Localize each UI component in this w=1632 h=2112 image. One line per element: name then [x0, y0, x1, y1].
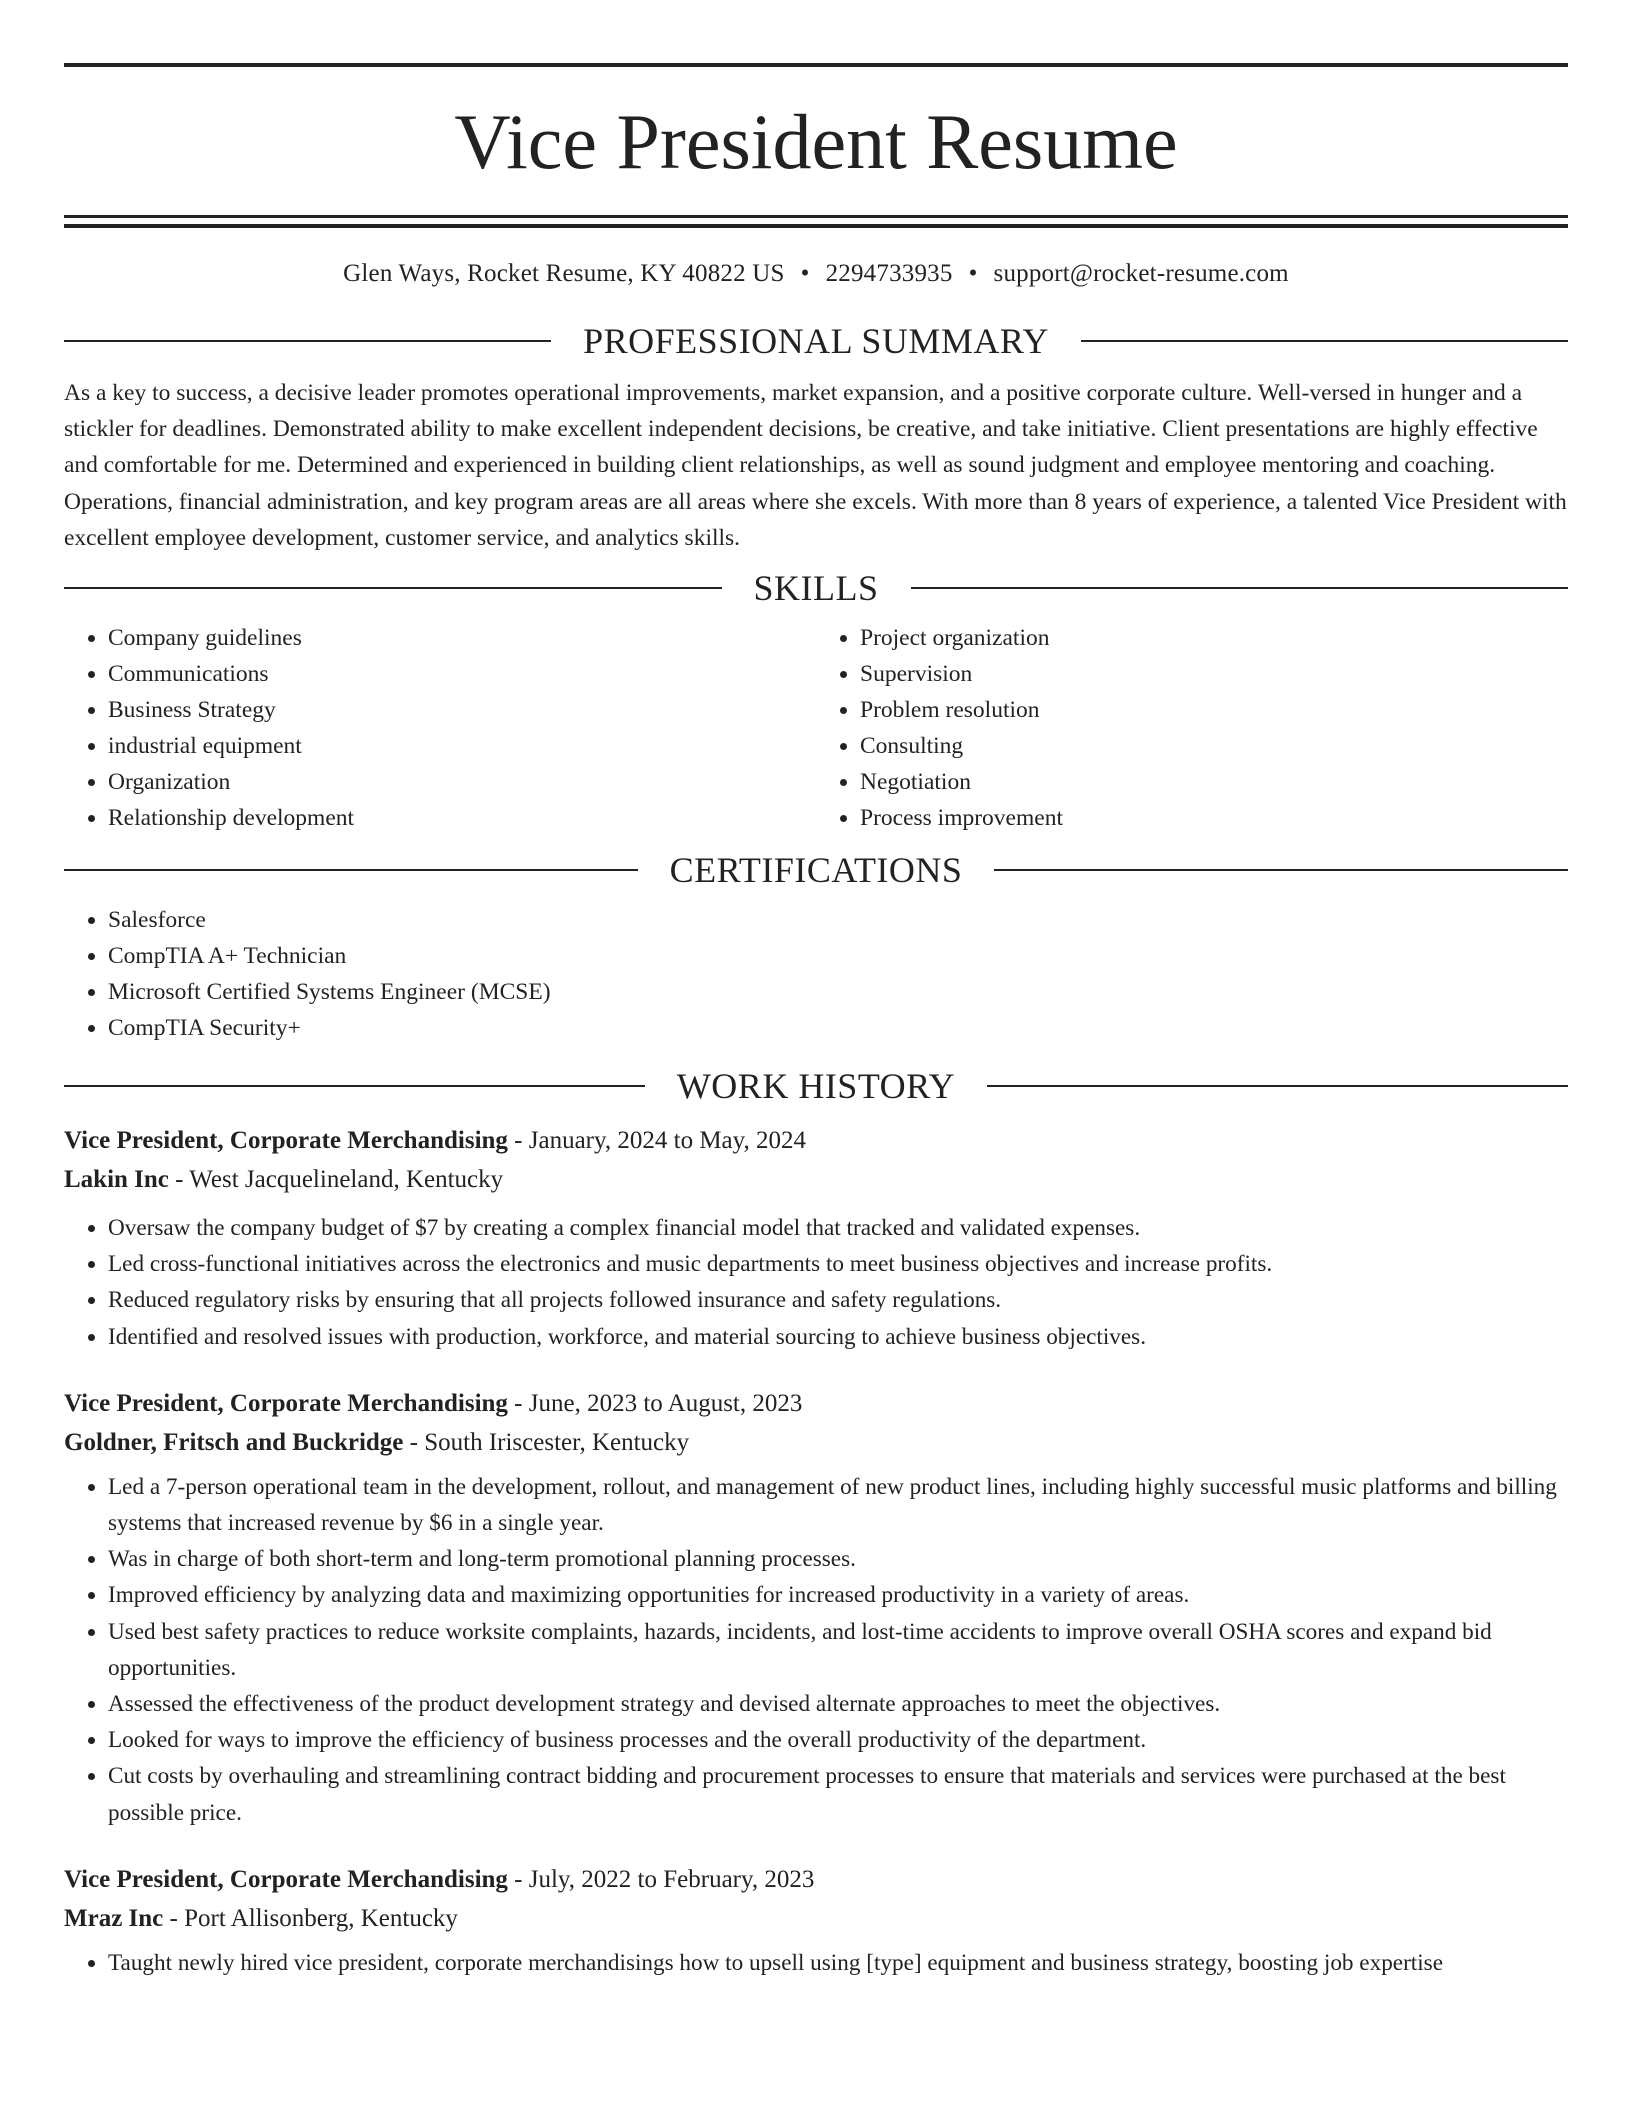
- skill-item: • Company guidelines: [108, 620, 816, 656]
- skill-item: • Project organization: [860, 620, 1568, 656]
- company-location: - West Jacquelineland, Kentucky: [168, 1166, 504, 1194]
- job-entry: [64, 1861, 1568, 1981]
- job-dates: - July, 2022 to February, 2023: [507, 1865, 815, 1893]
- certifications-heading: [64, 848, 1568, 892]
- certification-item: • Salesforce: [108, 902, 1568, 938]
- work-history-heading: [64, 1064, 1568, 1108]
- job-title-line: [64, 1861, 1568, 1899]
- certifications-list: [64, 902, 1568, 1046]
- contact-separator: •: [800, 260, 810, 287]
- certification-item: • Microsoft Certified Systems Engineer (MCSE): [108, 974, 1568, 1010]
- job-bullets: [64, 1210, 1568, 1355]
- skills-list-right: [816, 620, 1568, 836]
- job-bullet: • Led cross-functional initiatives across the electronics and music departments to meet business objectives and increase profits.: [108, 1246, 1568, 1282]
- job-title-line: [64, 1385, 1568, 1423]
- skill-item: • Organization: [108, 764, 816, 800]
- skill-item: • Process improvement: [860, 800, 1568, 836]
- summary-heading: [64, 319, 1568, 363]
- job-dates: - January, 2024 to May, 2024: [507, 1127, 807, 1155]
- job-bullet: • Used best safety practices to reduce worksite complaints, hazards, incidents, and lost-time accidents to improve overall OSHA scores and expand bid opportunities.: [108, 1614, 1568, 1686]
- resume-page: [64, 0, 1568, 1981]
- job-bullet: • Taught newly hired vice president, corporate merchandisings how to upsell using [type] equipment and business strategy, boosting job expertise: [108, 1945, 1568, 1981]
- contact-phone: 2294733935: [825, 260, 953, 287]
- job-bullet: • Reduced regulatory risks by ensuring that all projects followed insurance and safety regulations.: [108, 1282, 1568, 1318]
- job-dates: - June, 2023 to August, 2023: [507, 1389, 803, 1417]
- job-title: Vice President, Corporate Merchandising: [64, 1389, 508, 1417]
- job-bullet: • Was in charge of both short-term and long-term promotional planning processes.: [108, 1541, 1568, 1577]
- skills-heading-label: SKILLS: [753, 568, 879, 609]
- company-name: Goldner, Fritsch and Buckridge: [64, 1428, 404, 1456]
- skill-item: • Communications: [108, 656, 816, 692]
- job-bullets: [64, 1945, 1568, 1981]
- certification-item: • CompTIA Security+: [108, 1010, 1568, 1046]
- job-bullet: • Oversaw the company budget of $7 by creating a complex financial model that tracked and validated expenses.: [108, 1210, 1568, 1246]
- job-bullet: • Assessed the effectiveness of the product development strategy and devised alternate approaches to meet the objectives.: [108, 1686, 1568, 1722]
- company-location: - South Iriscester, Kentucky: [403, 1428, 690, 1456]
- company-line: [64, 1899, 1568, 1939]
- skill-item: • Problem resolution: [860, 692, 1568, 728]
- summary-heading-label: PROFESSIONAL SUMMARY: [583, 321, 1049, 361]
- job-bullet: • Looked for ways to improve the efficiency of business processes and the overall productivity of the department.: [108, 1722, 1568, 1758]
- work-history-heading-label: WORK HISTORY: [676, 1066, 956, 1107]
- top-rule: [64, 63, 1568, 67]
- certification-item: • CompTIA A+ Technician: [108, 938, 1568, 974]
- skill-item: • Negotiation: [860, 764, 1568, 800]
- job-bullet: • Improved efficiency by analyzing data and maximizing opportunities for increased productivity in a variety of areas.: [108, 1577, 1568, 1613]
- skills-heading: [64, 566, 1568, 610]
- contact-address: Glen Ways, Rocket Resume, KY 40822 US: [343, 260, 785, 287]
- job-title: Vice President, Corporate Merchandising: [64, 1127, 508, 1155]
- job-bullet: • Cut costs by overhauling and streamlining contract bidding and procurement processes to ensure that materials and services were purchased at the best possible price.: [108, 1758, 1568, 1830]
- contact-email: support@rocket-resume.com: [993, 260, 1289, 287]
- company-name: Lakin Inc: [64, 1166, 169, 1194]
- summary-text: As a key to success, a decisive leader promotes operational improvements, market expansion, and a positive corporate culture. Well-versed in hunger and a stickler for deadlines. Demonstrated ability to make excellent independent decisions, be creative, and take initiative. Client presentations are highly effective and comfortable for me. Determined and experienced in building client relationships, as well as sound judgment and employee mentoring and coaching. Operations, financial administration, and key program areas are all areas where she excels. With more than 8 years of experience, a talented Vice President with excellent employee development, customer service, and analytics skills.: [64, 380, 1567, 551]
- company-location: - Port Allisonberg, Kentucky: [163, 1904, 458, 1932]
- job-bullet: • Led a 7-person operational team in the development, rollout, and management of new product lines, including highly successful music platforms and billing systems that increased revenue by $6 in a single year.: [108, 1469, 1568, 1541]
- job-bullet: • Identified and resolved issues with production, workforce, and material sourcing to achieve business objectives.: [108, 1319, 1568, 1355]
- title-double-rule: [64, 215, 1568, 228]
- company-name: Mraz Inc: [64, 1904, 164, 1932]
- company-line: [64, 1423, 1568, 1463]
- company-line: [64, 1160, 1568, 1200]
- job-title: Vice President, Corporate Merchandising: [64, 1865, 508, 1893]
- skill-item: • Business Strategy: [108, 692, 816, 728]
- resume-title: Vice President Resume: [454, 98, 1178, 185]
- certifications-heading-label: CERTIFICATIONS: [669, 850, 963, 891]
- skill-item: • Supervision: [860, 656, 1568, 692]
- skills-list-left: [64, 620, 816, 836]
- skill-item: • Consulting: [860, 728, 1568, 764]
- contact-line: [64, 259, 1568, 289]
- skill-item: • Relationship development: [108, 800, 816, 836]
- contact-separator: •: [968, 260, 978, 287]
- job-entry: [64, 1122, 1568, 1355]
- job-title-line: [64, 1122, 1568, 1160]
- job-entry: [64, 1385, 1568, 1831]
- job-bullets: [64, 1469, 1568, 1831]
- skill-item: • industrial equipment: [108, 728, 816, 764]
- skills-columns: [64, 620, 1568, 836]
